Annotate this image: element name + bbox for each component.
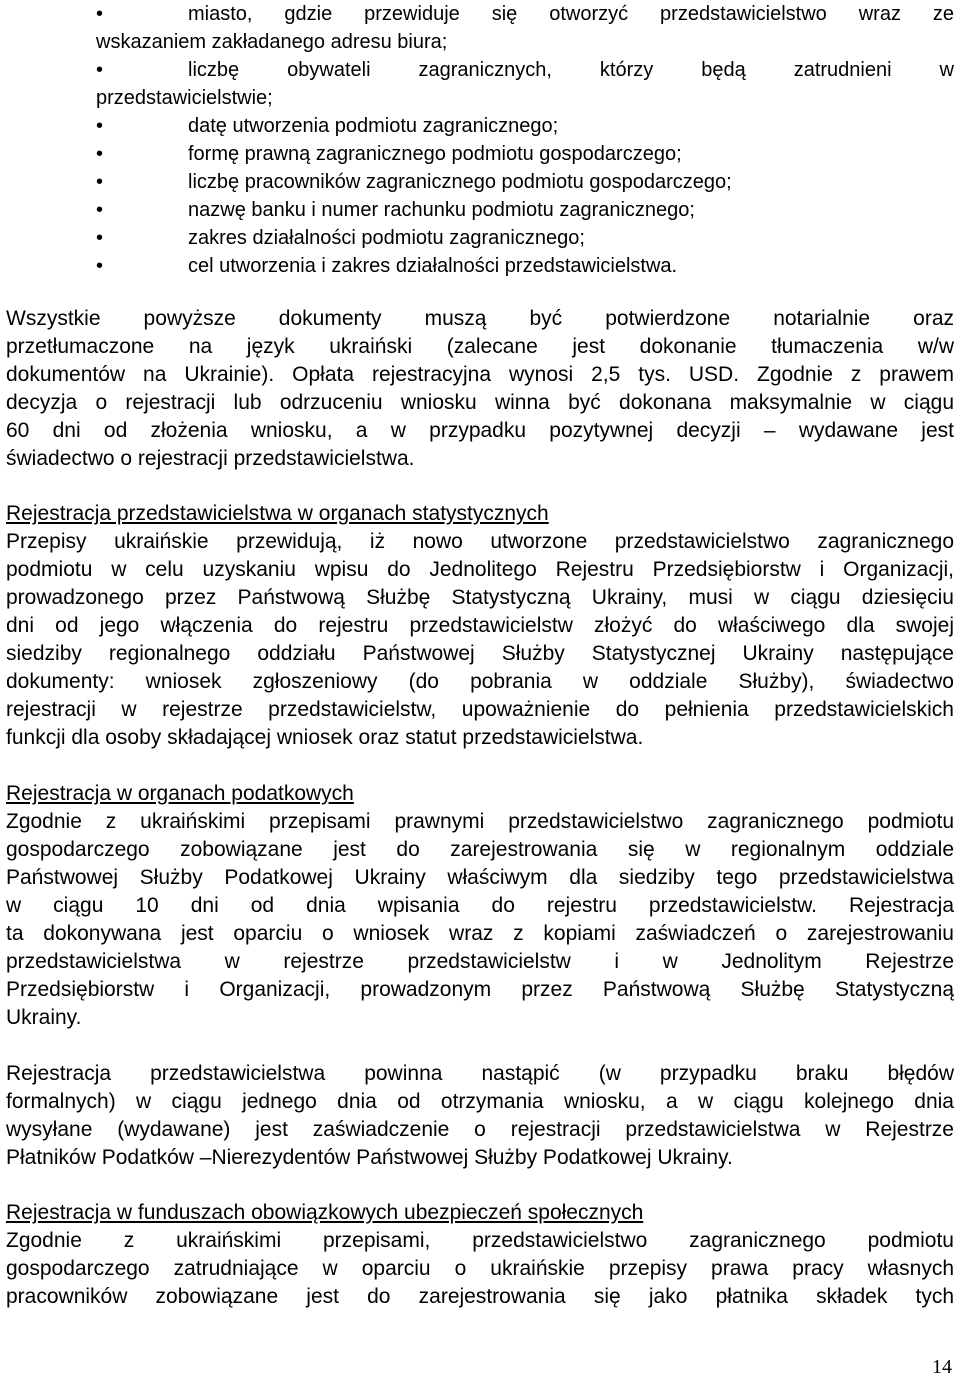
paragraph-line: dokumentów na Ukrainie). Opłata rejestracyjna wynosi 2,5 tys. USD. Zgodnie z prawem — [6, 363, 954, 386]
bullet-icon: • — [96, 199, 104, 221]
list-item-text: zakres działalności podmiotu zagranicznego; — [188, 227, 585, 249]
paragraph-line: Zgodnie z ukraińskimi przepisami prawnymi przedstawicielstwo zagranicznego podmiotu — [6, 810, 954, 833]
tax-registration-paragraph — [6, 1060, 954, 1172]
paragraph-line: decyzja o rejestracji lub odrzuceniu wniosku winna być dokonana maksymalnie w ciągu — [6, 391, 954, 414]
paragraph-line: gospodarczego zobowiązane jest do zarejestrowania się w regionalnym oddziale — [6, 838, 954, 861]
requirements-list — [6, 0, 954, 275]
paragraph-line: ta dokonywana jest oparciu o wniosek wraz z kopiami zaświadczeń o zarejestrowaniu — [6, 922, 954, 945]
statistics-paragraph — [6, 528, 954, 752]
section-heading-tax: Rejestracja w organach podatkowych — [6, 782, 354, 805]
paragraph-line: pracowników zobowiązane jest do zarejestrowania się jako płatnika składek tych — [6, 1285, 954, 1308]
list-item-text: liczbę obywateli zagranicznych, którzy będą zatrudnieni w — [188, 59, 954, 81]
paragraph-line: wysyłane (wydawane) jest zaświadczenie o rejestracji przedstawicielstwa w Rejestrze — [6, 1118, 954, 1141]
tax-paragraph — [6, 808, 954, 1032]
section-heading-social-insurance: Rejestracja w funduszach obowiązkowych ubezpieczeń społecznych — [6, 1201, 644, 1224]
paragraph-line: siedziby regionalnego oddziału Państwowej Służby Statystycznej Ukrainy następujące — [6, 642, 954, 665]
paragraph-line: Państwowej Służby Podatkowej Ukrainy właściwym dla siedziby tego przedstawicielstwa — [6, 866, 954, 889]
page-number: 14 — [932, 1356, 952, 1378]
paragraph-line: dni od jego włączenia do rejestru przedstawicielstw złożyć do właściwego dla swojej — [6, 614, 954, 637]
bullet-icon: • — [96, 255, 104, 277]
paragraph-line: Przedsiębiorstw i Organizacji, prowadzonym przez Państwową Służbę Statystyczną — [6, 978, 954, 1001]
paragraph-line: prowadzonego przez Państwową Służbę Statystyczną Ukrainy, musi w ciągu dziesięciu — [6, 586, 954, 609]
list-item-text-continued: wskazaniem zakładanego adresu biura; — [96, 31, 448, 53]
list-item-text-continued: przedstawicielstwie; — [96, 87, 273, 109]
paragraph-line: Zgodnie z ukraińskimi przepisami, przedstawicielstwo zagranicznego podmiotu — [6, 1229, 954, 1252]
paragraph-line: dokumenty: wniosek zgłoszeniowy (do pobrania w oddziale Służby), świadectwo — [6, 670, 954, 693]
list-item-text: cel utworzenia i zakres działalności przedstawicielstwa. — [188, 255, 678, 277]
social-insurance-paragraph — [6, 1227, 954, 1311]
paragraph-line: Przepisy ukraińskie przewidują, iż nowo utworzone przedstawicielstwo zagranicznego — [6, 530, 954, 553]
list-item-text: nazwę banku i numer rachunku podmiotu zagranicznego; — [188, 199, 695, 221]
paragraph-line: przedstawicielstwa w rejestrze przedstawicielstw i w Jednolitym Rejestrze — [6, 950, 954, 973]
document-page — [6, 0, 954, 1308]
paragraph-line: formalnych) w ciągu jednego dnia od otrzymania wniosku, a w ciągu kolejnego dnia — [6, 1090, 954, 1113]
bullet-icon: • — [96, 227, 104, 249]
paragraph-line: świadectwo o rejestracji przedstawicielstwa. — [6, 447, 415, 470]
bullet-icon: • — [96, 115, 104, 137]
paragraph-line: przetłumaczone na język ukraiński (zalecane jest dokonanie tłumaczenia w/w — [6, 335, 954, 358]
documents-paragraph — [6, 305, 954, 473]
paragraph-line: Ukrainy. — [6, 1006, 82, 1029]
paragraph-line: Płatników Podatków –Nierezydentów Państwowej Służby Podatkowej Ukrainy. — [6, 1146, 733, 1169]
paragraph-line: gospodarczego zatrudniające w oparciu o ukraińskie przepisy prawa pracy własnych — [6, 1257, 954, 1280]
bullet-icon: • — [96, 171, 104, 193]
list-item-text: liczbę pracowników zagranicznego podmiotu gospodarczego; — [188, 171, 732, 193]
paragraph-line: Rejestracja przedstawicielstwa powinna nastąpić (w przypadku braku błędów — [6, 1062, 954, 1085]
paragraph-line: funkcji dla osoby składającej wniosek oraz statut przedstawicielstwa. — [6, 726, 644, 749]
paragraph-line: podmiotu w celu uzyskaniu wpisu do Jednolitego Rejestru Przedsiębiorstw i Organizacji, — [6, 558, 954, 581]
paragraph-line: rejestracji w rejestrze przedstawicielstw, upoważnienie do pełnienia przedstawicielskich — [6, 698, 954, 721]
section-heading-statistics: Rejestracja przedstawicielstwa w organach statystycznych — [6, 502, 549, 525]
paragraph-line: Wszystkie powyższe dokumenty muszą być potwierdzone notarialnie oraz — [6, 307, 954, 330]
paragraph-line: w ciągu 10 dni od dnia wpisania do rejestru przedstawicielstw. Rejestracja — [6, 894, 954, 917]
paragraph-line: 60 dni od złożenia wniosku, a w przypadku pozytywnej decyzji – wydawane jest — [6, 419, 954, 442]
list-item-text: miasto, gdzie przewiduje się otworzyć przedstawicielstwo wraz ze — [188, 3, 954, 25]
list-item-text: datę utworzenia podmiotu zagranicznego; — [188, 115, 559, 137]
bullet-icon: • — [96, 143, 104, 165]
list-item-text: formę prawną zagranicznego podmiotu gospodarczego; — [188, 143, 682, 165]
bullet-icon: • — [96, 3, 104, 25]
bullet-icon: • — [96, 59, 104, 81]
